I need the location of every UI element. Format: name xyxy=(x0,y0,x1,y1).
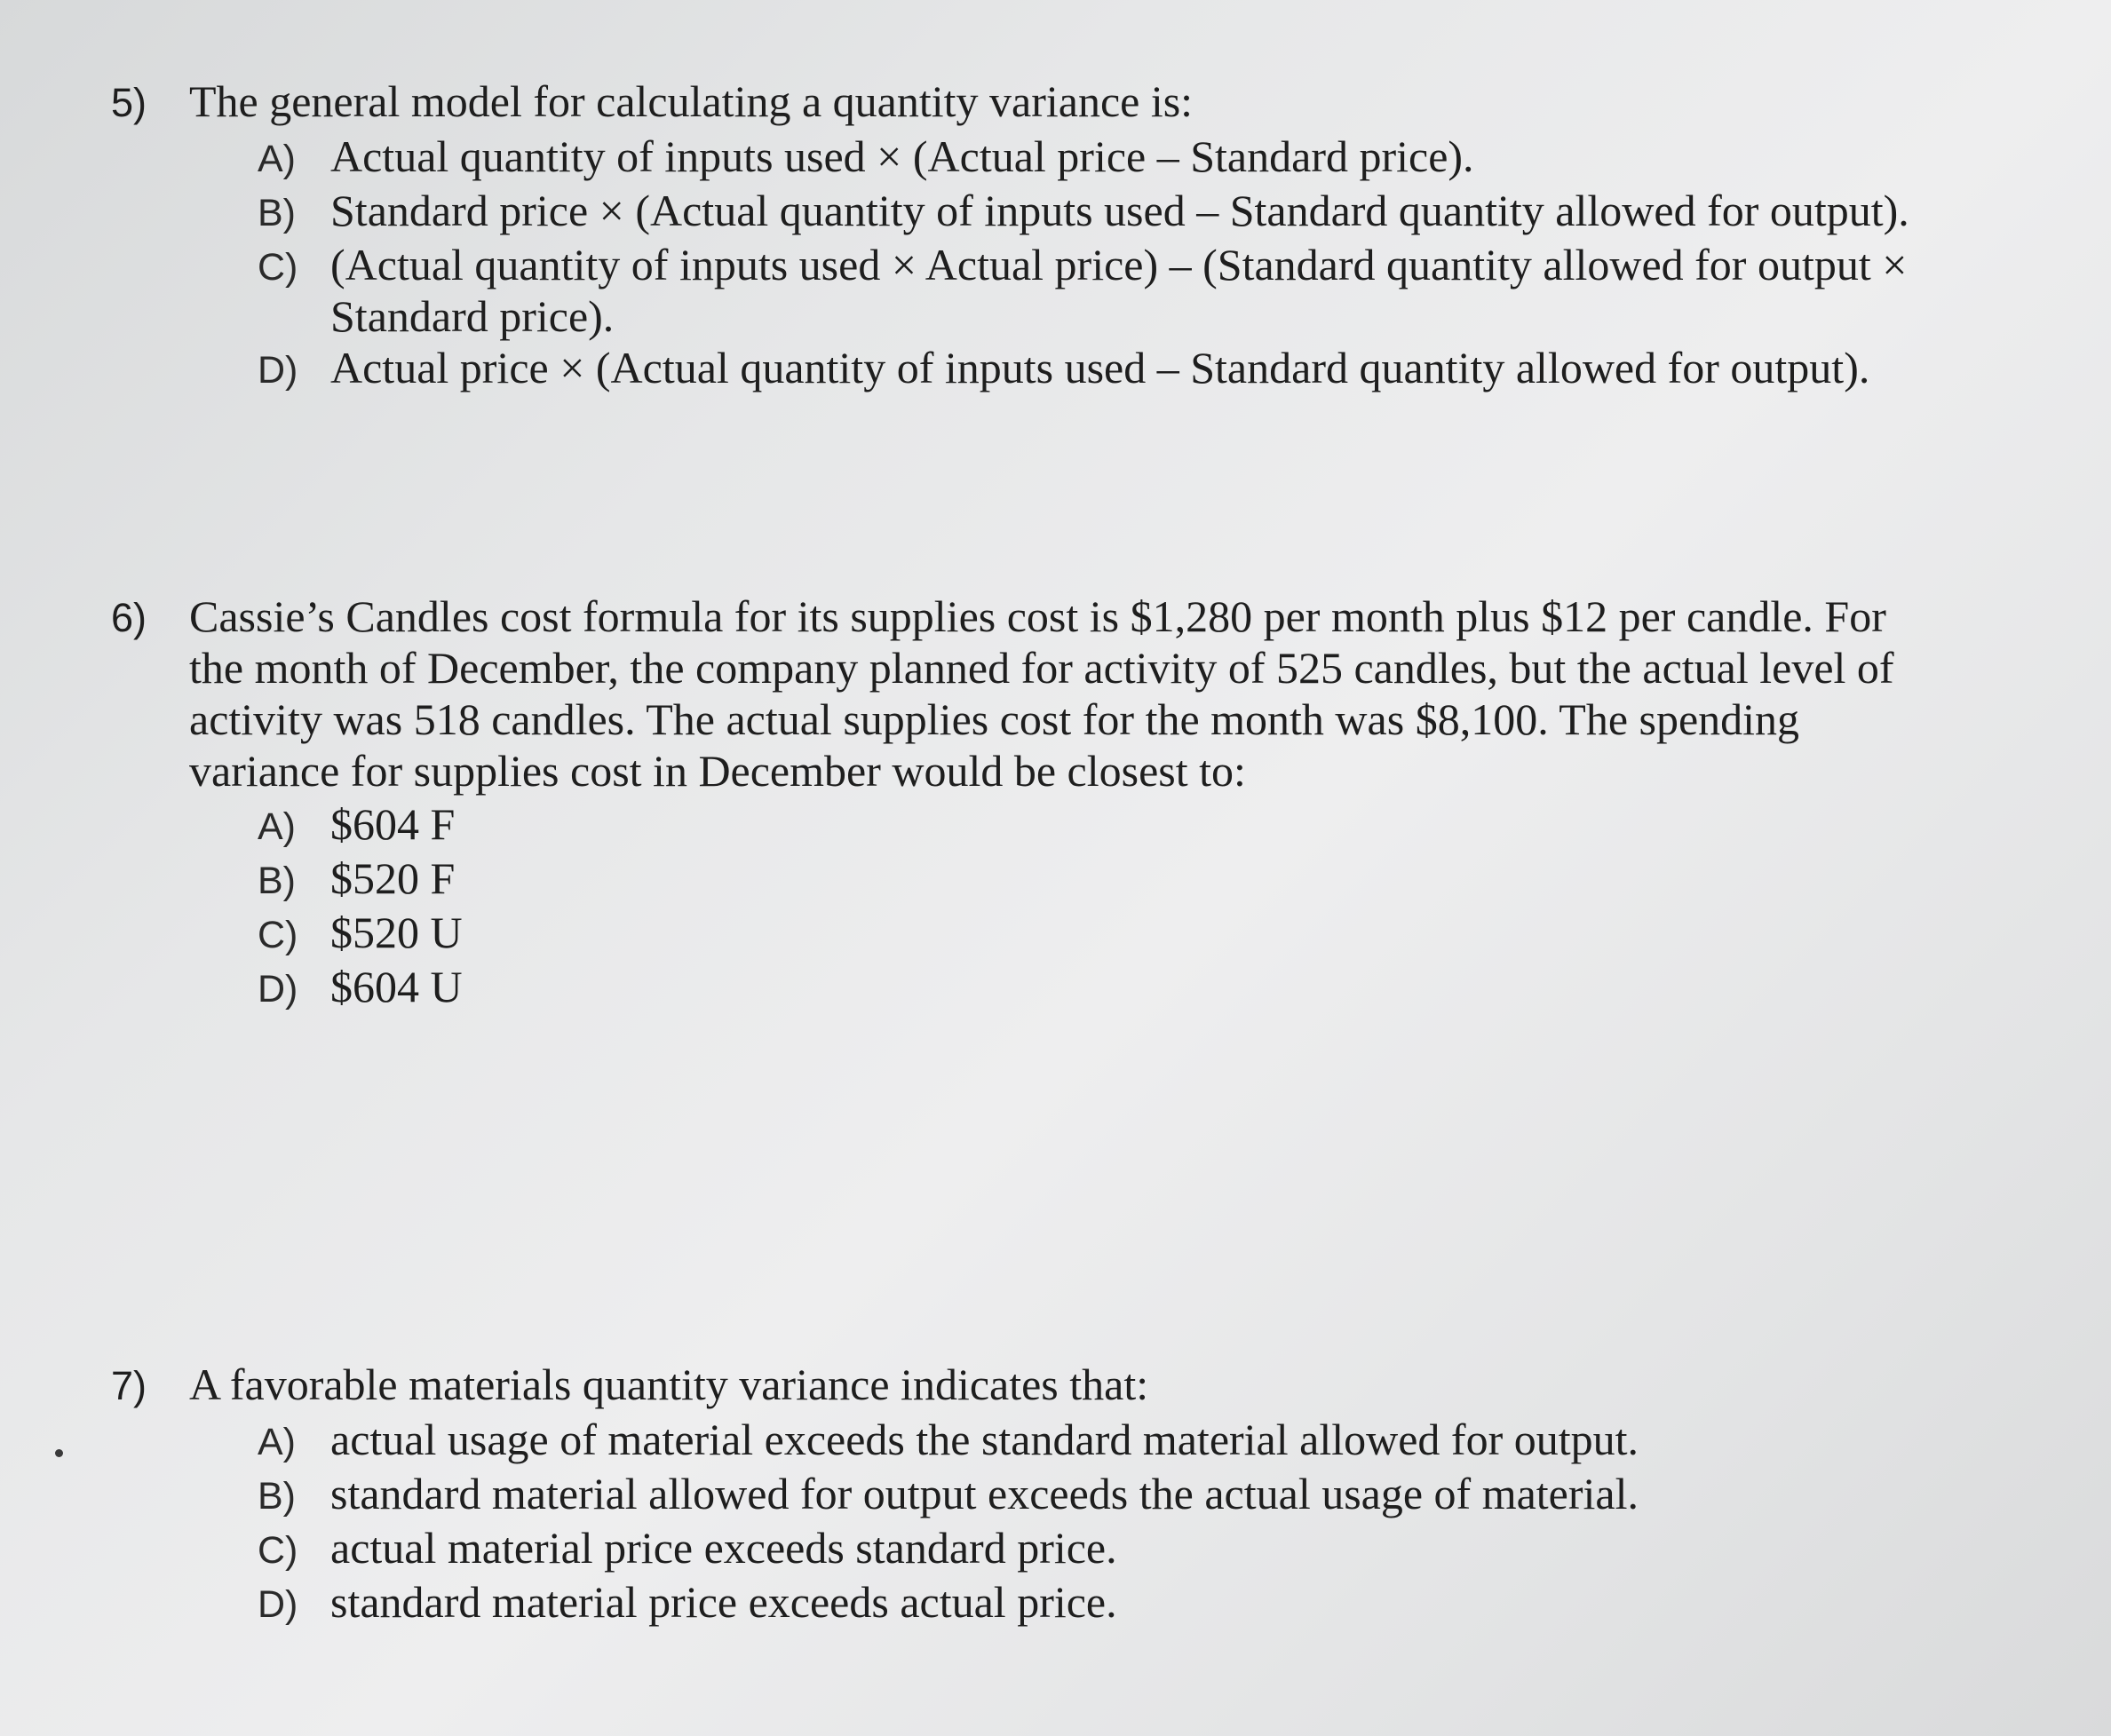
choice-text: Standard price × (Actual quantity of inputs used – Standard quantity allowed for output). xyxy=(330,186,1909,235)
choice-letter: A) xyxy=(258,138,296,180)
choice-text: standard material allowed for output exceeds the actual usage of material. xyxy=(330,1469,1639,1518)
choice-text: $520 F xyxy=(330,853,456,903)
choice-letter: D) xyxy=(258,1583,298,1626)
stray-dot-mark xyxy=(55,1449,63,1457)
choice-text: (Actual quantity of inputs used × Actual price) – (Standard quantity allowed for output × Standard price). xyxy=(330,240,1908,341)
choice-text: $604 U xyxy=(330,962,463,1011)
choice-c xyxy=(258,907,1940,961)
choice-d xyxy=(258,1576,1940,1630)
choice-b xyxy=(258,852,1940,907)
answer-choices xyxy=(258,1414,1940,1630)
question-text: The general model for calculating a quantity variance is: xyxy=(189,76,1194,126)
question-text: Cassie’s Candles cost formula for its supplies cost is $1,280 per month plus $12 per candle. For the month of December, the company planned for activity of 525 candles, but the actual level of activity was 518 candles. The actual supplies cost for the month was $8,100. The spending variance for supplies cost in December would be closest to: xyxy=(189,591,1894,796)
question-5 xyxy=(111,75,1940,396)
choice-letter: D) xyxy=(258,349,298,392)
choice-a xyxy=(258,1414,1940,1468)
choice-text: standard material price exceeds actual price. xyxy=(330,1577,1117,1627)
choice-letter: A) xyxy=(258,1421,296,1463)
question-number: 5) xyxy=(111,80,147,125)
choice-text: actual usage of material exceeds the standard material allowed for output. xyxy=(330,1415,1639,1464)
choice-letter: B) xyxy=(258,860,296,902)
choice-letter: C) xyxy=(258,914,298,956)
question-7 xyxy=(111,1359,1940,1630)
choice-a xyxy=(258,131,1940,185)
choice-letter: B) xyxy=(258,1475,296,1518)
choice-c xyxy=(258,1522,1940,1576)
choice-text: actual material price exceeds standard price. xyxy=(330,1523,1117,1573)
choice-text: Actual quantity of inputs used × (Actual price – Standard price). xyxy=(330,131,1474,181)
choice-letter: B) xyxy=(258,192,296,234)
choice-text: $520 U xyxy=(330,908,463,957)
question-number: 7) xyxy=(111,1363,147,1408)
answer-choices xyxy=(258,131,1940,396)
choice-a xyxy=(258,798,1940,852)
choice-text: $604 F xyxy=(330,799,456,849)
choice-text: Actual price × (Actual quantity of inputs used – Standard quantity allowed for output). xyxy=(330,343,1870,392)
question-6 xyxy=(111,591,1940,1015)
choice-d xyxy=(258,961,1940,1015)
choice-letter: C) xyxy=(258,246,298,289)
choice-letter: D) xyxy=(258,968,298,1011)
choice-d xyxy=(258,342,1940,396)
choice-b xyxy=(258,1468,1940,1522)
choice-letter: A) xyxy=(258,805,296,848)
question-number: 6) xyxy=(111,595,147,640)
question-text: A favorable materials quantity variance indicates that: xyxy=(189,1359,1149,1409)
choice-b xyxy=(258,185,1940,239)
answer-choices xyxy=(258,798,1940,1015)
choice-c xyxy=(258,239,1940,342)
choice-letter: C) xyxy=(258,1529,298,1572)
